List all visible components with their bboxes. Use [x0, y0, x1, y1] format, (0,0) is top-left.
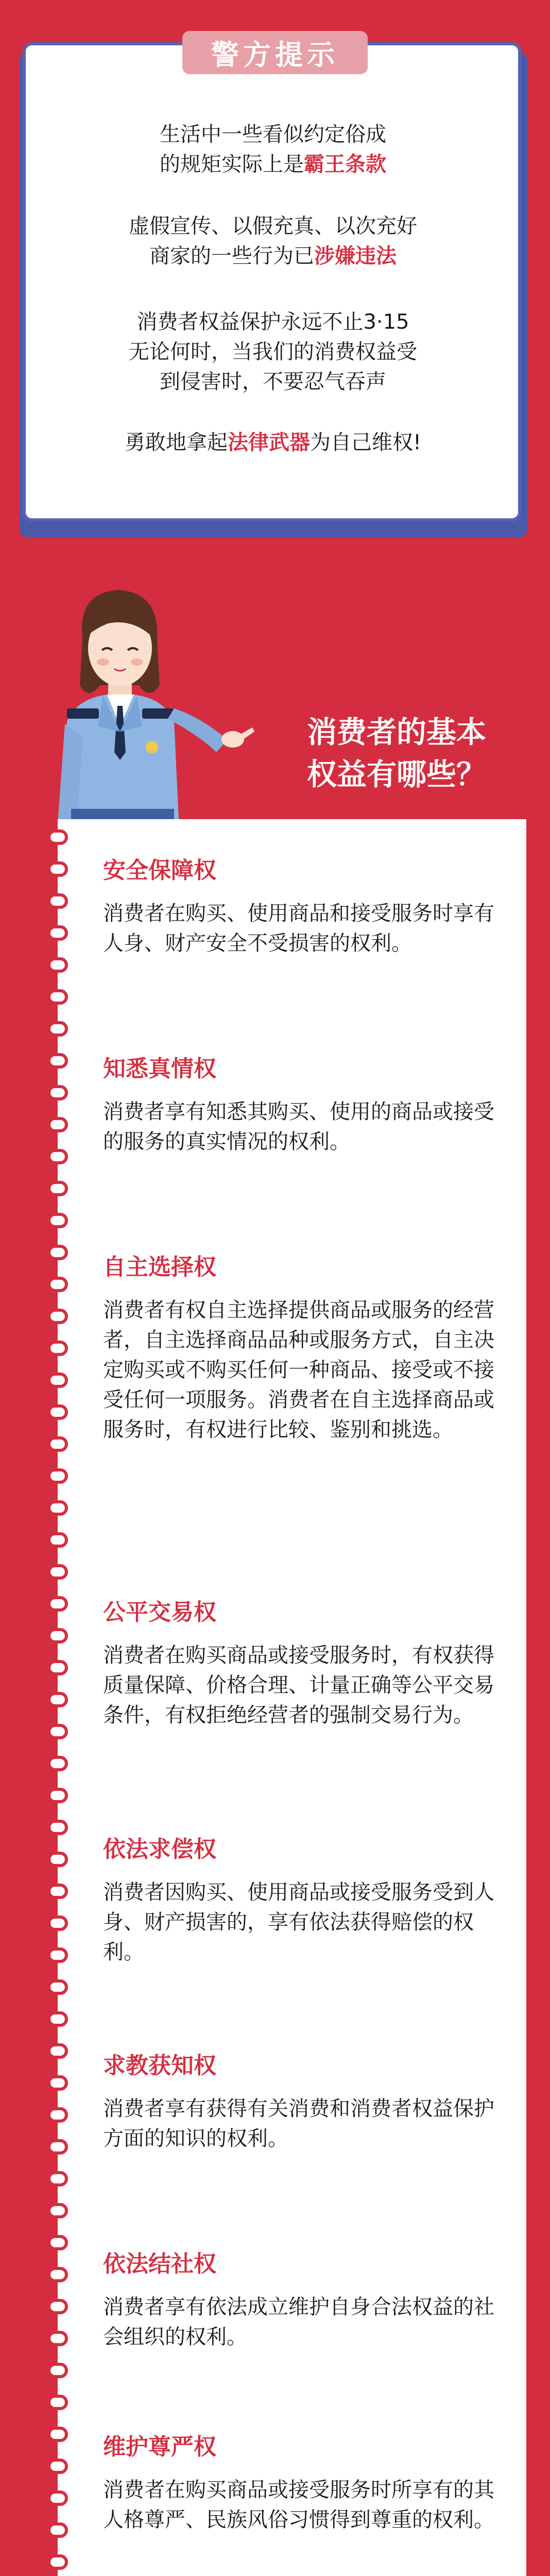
binder-ring: [47, 1979, 68, 1995]
binder-ring: [47, 1788, 68, 1803]
binder-ring: [47, 2011, 68, 2027]
right-title: 维护尊严权: [103, 2434, 216, 2460]
right-title: 求教获知权: [103, 2053, 216, 2079]
warning-paragraph-4: [46, 428, 500, 457]
right-section: [103, 2249, 505, 2352]
binder-ring: [47, 2235, 68, 2250]
binder-ring: [47, 1628, 68, 1643]
binder-ring: [47, 1372, 68, 1388]
binder-ring: [47, 1436, 68, 1452]
binder-ring: [47, 1692, 68, 1707]
warning-tab: [182, 31, 368, 74]
binder-ring: [47, 1309, 68, 1324]
right-title: 公平交易权: [103, 1599, 216, 1625]
right-section: [103, 1252, 505, 1445]
warning-highlight: 法律武器: [227, 431, 310, 454]
binder-ring: [47, 1820, 68, 1835]
warning-line: [46, 149, 500, 179]
binder-ring: [47, 2267, 68, 2282]
binder-ring: [47, 2554, 68, 2570]
binder-ring: [47, 893, 68, 909]
binder-ring: [47, 1117, 68, 1132]
warning-line: [46, 241, 500, 271]
binder-ring: [47, 1596, 68, 1612]
binder-ring: [47, 1852, 68, 1867]
binder-ring: [47, 1660, 68, 1675]
warning-highlight: 霸王条款: [304, 152, 386, 176]
warning-line: 无论何时，当我们的消费权益受: [129, 340, 417, 364]
binder-ring: [47, 2395, 68, 2410]
binder-ring: [47, 925, 68, 941]
binder-ring: [47, 1021, 68, 1037]
right-description: 消费者在购买、使用商品和接受服务时享有人身、财产安全不受损害的权利。: [103, 902, 494, 955]
binder-ring: [47, 2331, 68, 2346]
right-title: 知悉真情权: [103, 1056, 216, 1082]
binder-ring: [47, 1085, 68, 1100]
binder-ring: [47, 2203, 68, 2218]
warning-text: 的规矩实际上是: [160, 152, 304, 176]
binder-ring: [47, 1053, 68, 1069]
warning-text: 勇敢地拿起: [124, 431, 228, 454]
binder-ring: [47, 2171, 68, 2187]
right-section: [103, 1834, 505, 1967]
binder-ring: [47, 1149, 68, 1164]
binder-ring: [47, 2107, 68, 2123]
binder-ring: [47, 1181, 68, 1196]
binder-ring: [47, 1532, 68, 1548]
right-section: [103, 1597, 505, 1730]
warning-line: 消费者权益保护永远不止3·15: [136, 310, 409, 334]
binder-ring: [47, 1341, 68, 1356]
warning-highlight: 涉嫌违法: [314, 244, 397, 268]
binder-ring: [47, 2490, 68, 2506]
binder-ring: [47, 989, 68, 1005]
right-description: 消费者享有知悉其购买、使用的商品或接受的服务的真实情况的权利。: [103, 1100, 494, 1154]
binder-ring: [47, 1404, 68, 1420]
binder-ring: [47, 1500, 68, 1516]
warning-tab-title: 警方提示: [211, 38, 339, 71]
right-description: 消费者在购买商品或接受服务时所享有的其人格尊严、民族风俗习惯得到尊重的权利。: [103, 2478, 494, 2532]
binder-rings: [47, 829, 78, 2576]
warning-line: 虚假宣传、以假充真、以次充好: [129, 214, 417, 238]
binder-ring: [47, 2363, 68, 2378]
police-officer-illustration: [46, 582, 273, 829]
rights-title-line: 消费者的基本: [306, 715, 486, 750]
right-section: [103, 855, 505, 958]
right-description: 消费者享有获得有关消费和消费者权益保护方面的知识的权利。: [103, 2097, 494, 2150]
binder-ring: [47, 1564, 68, 1580]
warning-line: 生活中一些看似约定俗成: [160, 123, 386, 146]
binder-ring: [47, 1468, 68, 1484]
binder-ring: [47, 1756, 68, 1771]
binder-ring: [47, 829, 68, 845]
right-description: 消费者享有依法成立维护自身合法权益的社会组织的权利。: [103, 2295, 494, 2349]
right-title: 自主选择权: [103, 1254, 216, 1280]
rights-question-title: [268, 711, 525, 795]
right-title: 依法求偿权: [103, 1836, 216, 1862]
warning-paragraph-3: [46, 307, 500, 397]
warning-paragraph-2: [46, 211, 500, 271]
binder-ring: [47, 2299, 68, 2314]
right-title: 安全保障权: [103, 857, 216, 884]
right-section: [103, 2050, 505, 2154]
binder-ring: [47, 2459, 68, 2474]
binder-ring: [47, 2075, 68, 2091]
binder-ring: [47, 1916, 68, 1931]
warning-line: 到侵害时，不要忍气吞声: [160, 370, 386, 394]
warning-line: [46, 428, 500, 457]
right-description: 消费者因购买、使用商品或接受服务受到人身、财产损害的，享有依法获得赔偿的权利。: [103, 1880, 494, 1964]
right-title: 依法结社权: [103, 2251, 216, 2277]
warning-text: 商家的一些行为已: [149, 244, 314, 268]
binder-ring: [47, 1884, 68, 1899]
right-section: [103, 1054, 505, 1157]
binder-ring: [47, 2427, 68, 2442]
binder-ring: [47, 1245, 68, 1260]
right-section: [103, 2432, 505, 2535]
right-description: 消费者有权自主选择提供商品或服务的经营者，自主选择商品品种或服务方式，自主决定购买或不购买任何一种商品、接受或不接受任何一项服务。消费者在自主选择商品或服务时，有权进行比较、鉴别和挑选。: [103, 1298, 494, 1442]
binder-ring: [47, 861, 68, 877]
warning-text: 为自己维权!: [310, 431, 422, 454]
binder-ring: [47, 1724, 68, 1739]
binder-ring: [47, 1947, 68, 1963]
binder-ring: [47, 1277, 68, 1292]
right-description: 消费者在购买商品或接受服务时，有权获得质量保障、价格合理、计量正确等公平交易条件，有权拒绝经营者的强制交易行为。: [103, 1643, 494, 1727]
binder-ring: [47, 2043, 68, 2059]
binder-ring: [47, 2139, 68, 2155]
warning-paragraph-1: [46, 120, 500, 179]
rights-title-line: 权益有哪些？: [306, 757, 486, 792]
binder-ring: [47, 1213, 68, 1228]
binder-ring: [47, 2522, 68, 2538]
binder-ring: [47, 957, 68, 973]
